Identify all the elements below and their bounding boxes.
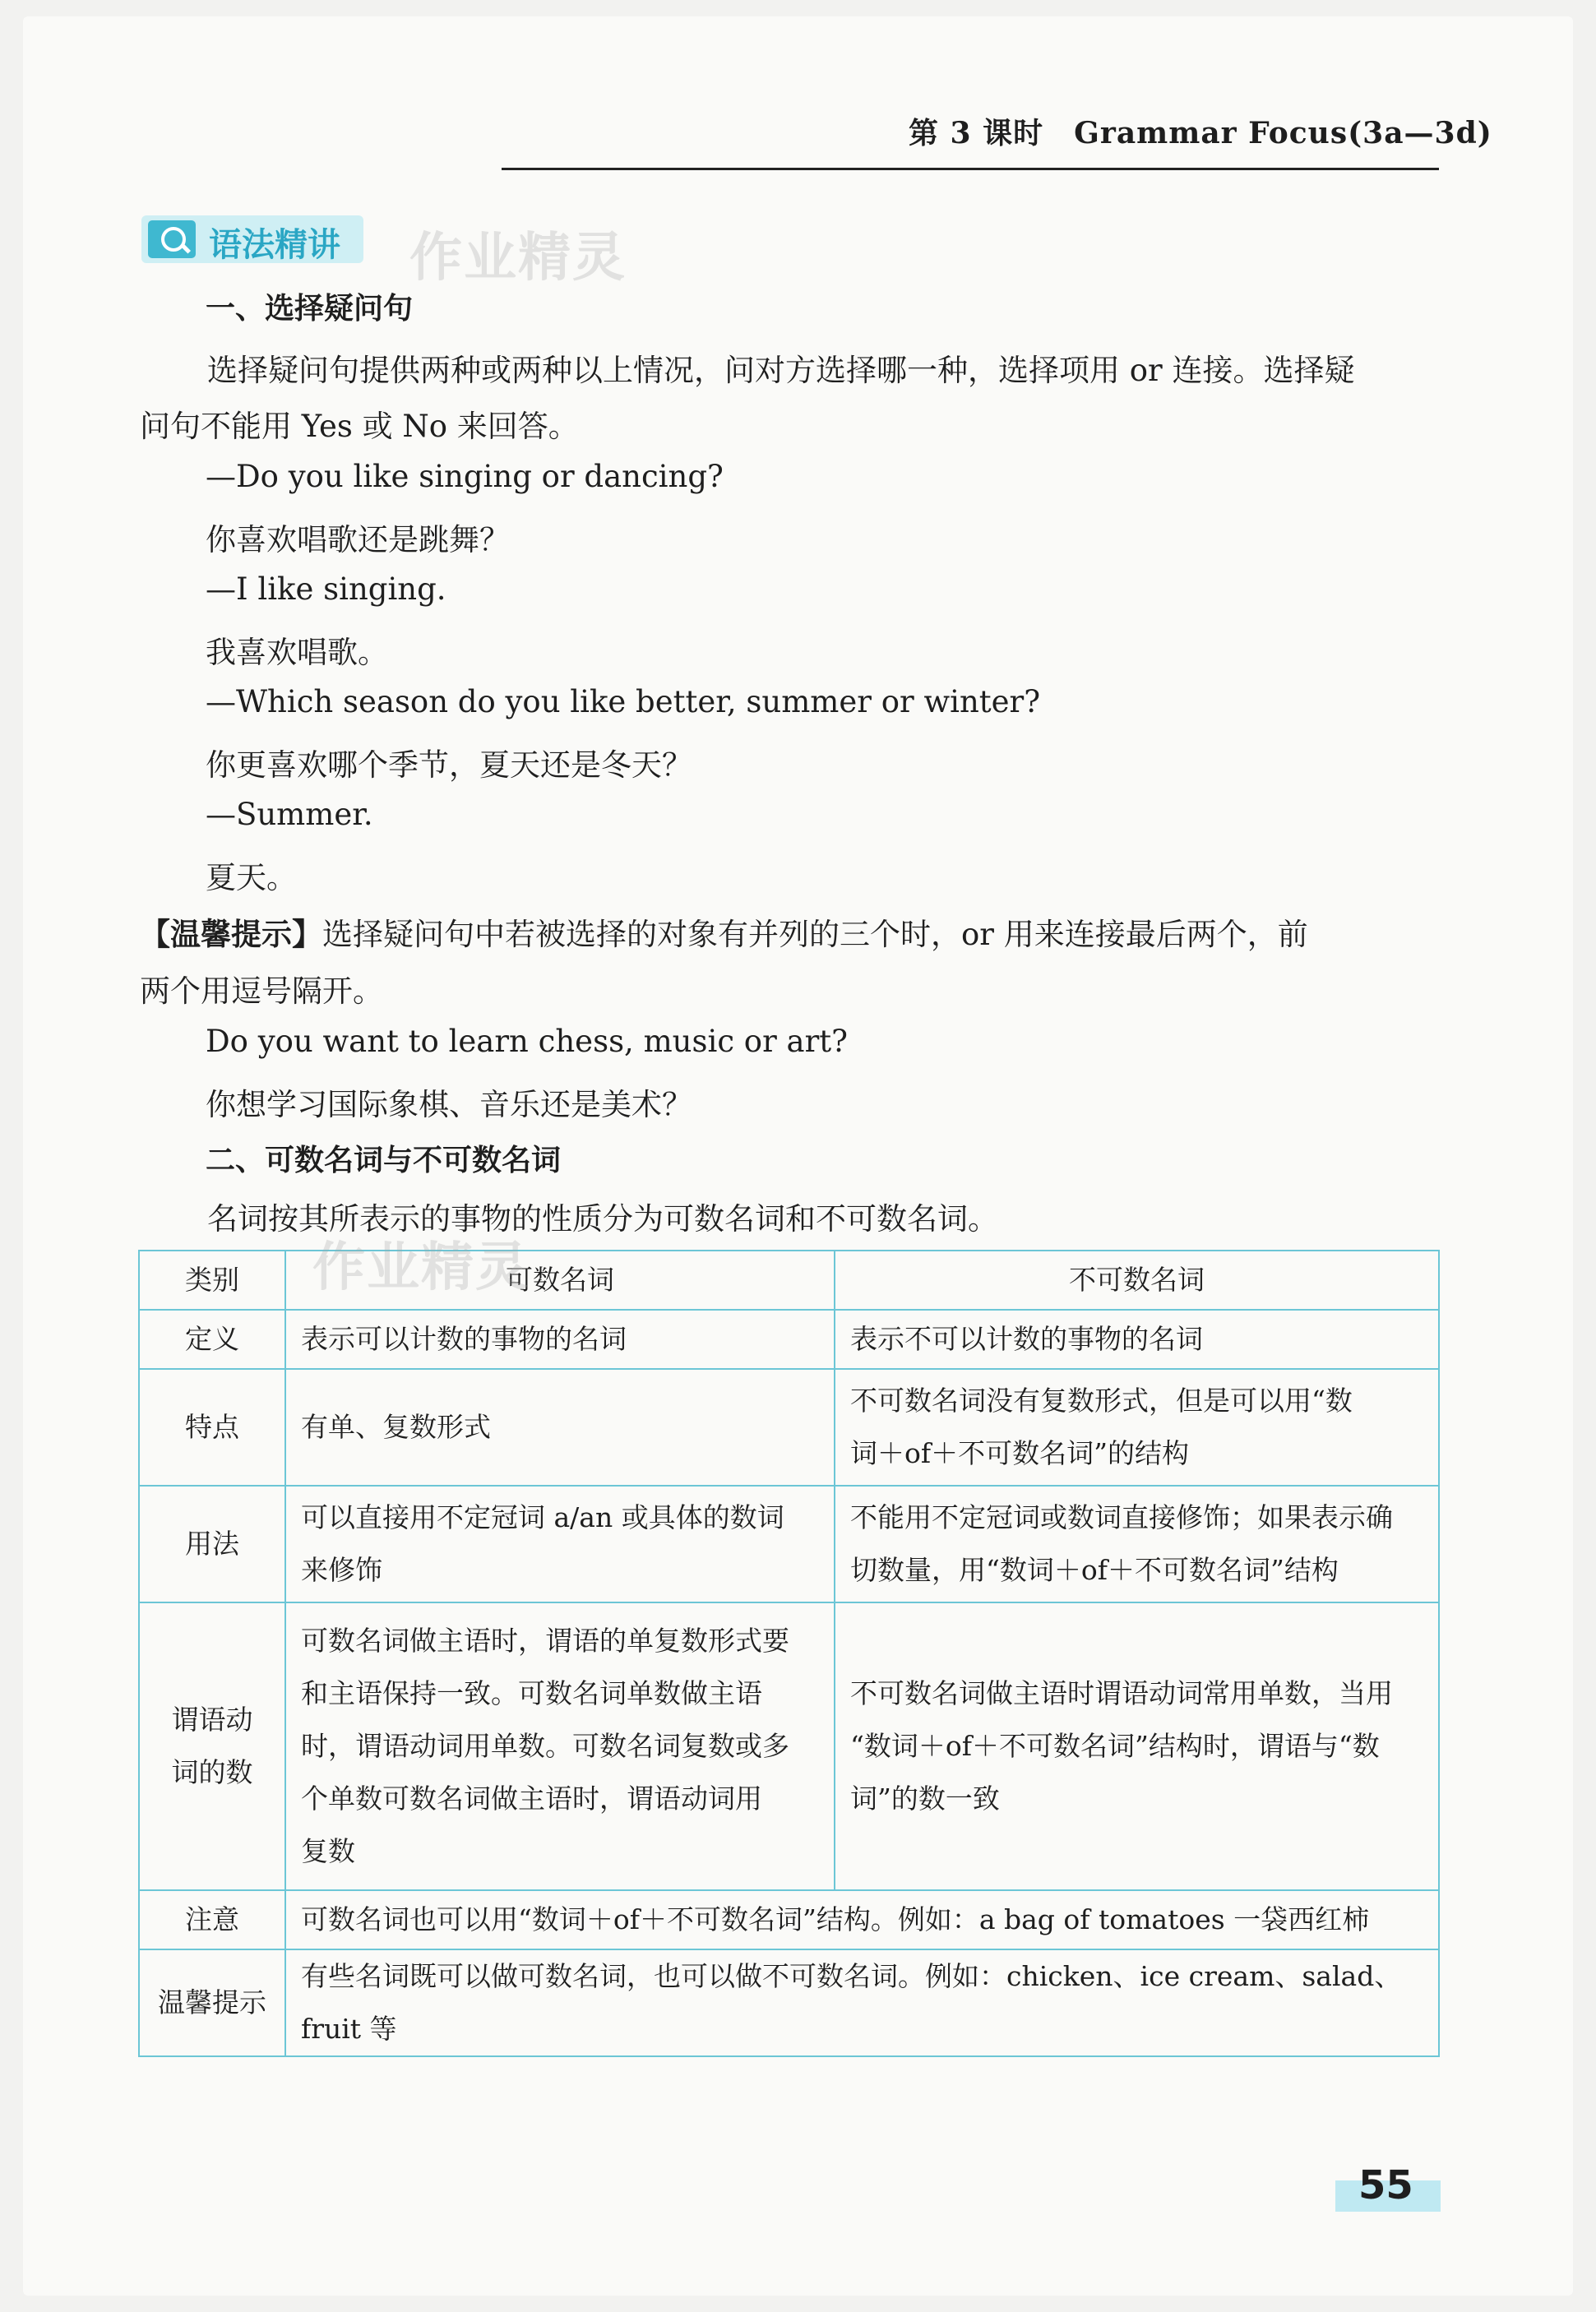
tip-example-en: Do you want to learn chess, music or art?	[206, 1024, 848, 1059]
example-line: —I like singing.	[206, 571, 446, 607]
watermark-table: 作业精灵	[312, 1237, 530, 1298]
uncountable-cell	[835, 1310, 1439, 1369]
magnifier-icon	[148, 220, 196, 258]
example-line: —Do you like singing or dancing?	[206, 459, 724, 494]
countable-cell	[285, 1602, 835, 1890]
countable-cell	[285, 1310, 835, 1369]
section1-intro-line2: 问句不能用 Yes 或 No 来回答。	[140, 409, 579, 444]
table-row-note	[139, 1890, 1439, 1949]
cell-line: 切数量，用“数词＋of＋不可数名词”结构	[850, 1554, 1339, 1586]
tip-line2: 两个用逗号隔开。	[140, 973, 383, 1009]
section2-heading: 二、可数名词与不可数名词	[206, 1144, 562, 1177]
countable-cell	[285, 1369, 835, 1486]
page-number: 55	[1358, 2162, 1413, 2208]
cell-line: 不可数名词没有复数形式，但是可以用“数	[850, 1385, 1353, 1417]
tip-label: 【温馨提示】	[140, 916, 322, 952]
cell-line: 词”的数一致	[850, 1783, 1000, 1815]
header-countable: 可数名词	[285, 1251, 835, 1310]
noun-comparison-table	[138, 1250, 1440, 2057]
row-category: 注意	[139, 1890, 285, 1949]
table-row-tip	[139, 1949, 1439, 2056]
cell-line: 个单数可数名词做主语时，谓语动词用	[301, 1783, 762, 1815]
row-category	[139, 1602, 285, 1890]
example-line: 你喜欢唱歌还是跳舞？	[206, 522, 510, 557]
cell-line: 有单、复数形式	[301, 1411, 491, 1443]
cell-line: 来修饰	[301, 1554, 382, 1586]
tip-line1	[140, 909, 1308, 954]
row-category: 用法	[139, 1486, 285, 1602]
header-rule	[502, 168, 1439, 170]
uncountable-cell	[835, 1602, 1439, 1890]
section1-heading: 一、选择疑问句	[206, 292, 414, 326]
countable-cell	[285, 1486, 835, 1602]
cell-line: 表示可以计数的事物的名词	[301, 1323, 627, 1355]
example-line: —Summer.	[206, 797, 373, 832]
cell-line: 可以直接用不定冠词 a/an 或具体的数词	[301, 1501, 784, 1533]
watermark-top: 作业精灵	[409, 228, 627, 289]
example-line: 你更喜欢哪个季节，夏天还是冬天？	[206, 747, 692, 783]
row-category: 温馨提示	[139, 1949, 285, 2056]
section2-intro: 名词按其所表示的事物的性质分为可数名词和不可数名词。	[207, 1201, 998, 1237]
cell-line: 可数名词做主语时，谓语的单复数形式要	[301, 1625, 789, 1657]
example-line: 我喜欢唱歌。	[206, 635, 388, 670]
cell-line: “数词＋of＋不可数名词”结构时，谓语与“数	[850, 1730, 1380, 1762]
cell-line: 词＋of＋不可数名词”的结构	[850, 1437, 1189, 1469]
lesson-header-title: 第 3 课时 Grammar Focus(3a—3d)	[909, 116, 1492, 150]
example-line: 夏天。	[206, 860, 297, 895]
row-category: 特点	[139, 1369, 285, 1486]
section1-intro-line1: 选择疑问句提供两种或两种以上情况，问对方选择哪一种，选择项用 or 连接。选择疑	[207, 353, 1355, 388]
cell-line: 谓语动	[171, 1704, 253, 1736]
tip-text: 选择疑问句中若被选择的对象有并列的三个时，or 用来连接最后两个，前	[322, 917, 1308, 952]
note-cell: 可数名词也可以用“数词＋of＋不可数名词”结构。例如：a bag of tomatoes 一袋西红柿	[285, 1890, 1439, 1949]
uncountable-cell	[835, 1486, 1439, 1602]
table-row	[139, 1602, 1439, 1890]
header-category: 类别	[139, 1251, 285, 1310]
table-row	[139, 1369, 1439, 1486]
tip-example-zh: 你想学习国际象棋、音乐还是美术？	[206, 1087, 692, 1122]
cell-line: 不能用不定冠词或数词直接修饰；如果表示确	[850, 1501, 1393, 1533]
table-row	[139, 1486, 1439, 1602]
cell-line: 表示不可以计数的事物的名词	[850, 1323, 1203, 1355]
cell-line: 复数	[301, 1835, 355, 1867]
uncountable-cell	[835, 1369, 1439, 1486]
section-badge-label: 语法精讲	[209, 225, 340, 264]
row-category: 定义	[139, 1310, 285, 1369]
tip-cell: 有些名词既可以做可数名词，也可以做不可数名词。例如：chicken、ice cream、salad、fruit 等	[285, 1949, 1439, 2056]
cell-line: 和主语保持一致。可数名词单数做主语	[301, 1677, 762, 1709]
table-row	[139, 1310, 1439, 1369]
example-line: —Which season do you like better, summer or winter?	[206, 684, 1041, 719]
header-uncountable: 不可数名词	[835, 1251, 1439, 1310]
cell-line: 时，谓语动词用单数。可数名词复数或多	[301, 1730, 789, 1762]
cell-line: 不可数名词做主语时谓语动词常用单数，当用	[850, 1677, 1393, 1709]
cell-line: 词的数	[171, 1756, 253, 1788]
